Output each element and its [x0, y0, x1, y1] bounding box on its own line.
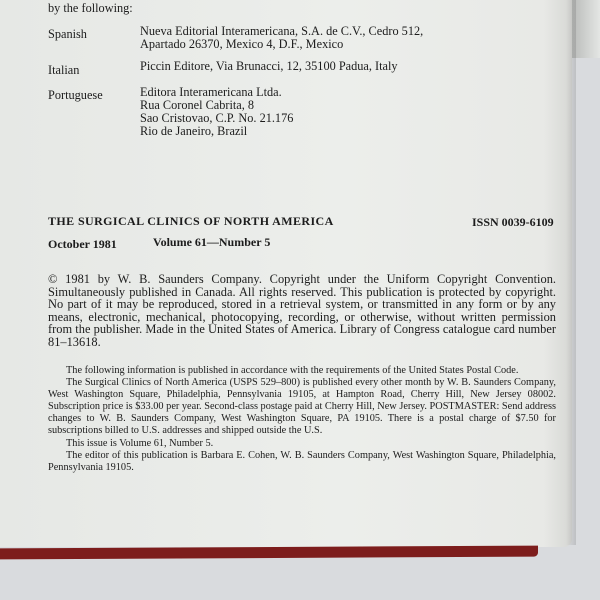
intro-line: by the following: — [48, 1, 133, 15]
address-line: Piccin Editore, Via Brunacci, 12, 35100 Padua, Italy — [140, 59, 398, 73]
postal-paragraph: The Surgical Clinics of North America (USPS 529–800) is published every other month by W. B. Saunders Company, West Washington Square, Philadelphia, Pennsylvania 19105, at Hampton Road, Cherry Hill, New Jersey 08002. Subscription price is $33.00 per year. Second-class postage paid at Cherry Hill, New Jersey. POSTMASTER: Send address changes to W. B. Saunders Company, West Washington Square, PA 19105. There is a postal charge of $7.50 for subscriptions billed to U.S. addresses and shipped outside the U.S. — [48, 377, 556, 437]
issue-volume: Volume 61—Number 5 — [153, 235, 271, 249]
copyright-text: © 1981 by W. B. Saunders Company. Copyright under the Uniform Copyright Convention. Simultaneously published in Canada. All rights reserved. This publication is protected by copyright. No part of it may be reproduced, stored in a retrieval system, or transmitted in any form or by any means, electronic, mechanical, photocopying, recording, or otherwise, without written permission from the publisher. Made in the United States of America. Library of Congress catalogue card number 81–13618. — [48, 272, 556, 349]
address-line: Rio de Janeiro, Brazil — [140, 124, 248, 138]
issue-date: October 1981 — [48, 237, 117, 251]
address-line: Sao Cristovao, C.P. No. 21.176 — [140, 111, 294, 125]
language-label: Italian — [48, 63, 80, 77]
journal-title: THE SURGICAL CLINICS OF NORTH AMERICA — [48, 214, 334, 228]
language-label: Portuguese — [48, 88, 103, 102]
address-line: Editora Interamericana Ltda. — [140, 85, 282, 99]
language-label: Spanish — [48, 27, 87, 41]
address-line: Nueva Editorial Interamericana, S.A. de C.V., Cedro 512, — [140, 24, 424, 38]
issn: ISSN 0039-6109 — [472, 215, 554, 229]
address-line: Apartado 26370, Mexico 4, D.F., Mexico — [140, 37, 344, 51]
book-spine — [572, 0, 600, 58]
book-cover-edge — [0, 546, 538, 560]
copyright-notice — [48, 273, 556, 349]
postal-paragraph: The editor of this publication is Barbara E. Cohen, W. B. Saunders Company, West Washington Square, Philadelphia, Pennsylvania 19105. — [48, 449, 556, 473]
postal-notice — [48, 365, 556, 474]
postal-paragraph: The following information is published in accordance with the requirements of the United States Postal Code. — [66, 365, 519, 376]
address-line: Rua Coronel Cabrita, 8 — [140, 98, 255, 112]
postal-paragraph: This issue is Volume 61, Number 5. — [66, 437, 214, 449]
page-edge-shadow — [566, 0, 576, 545]
